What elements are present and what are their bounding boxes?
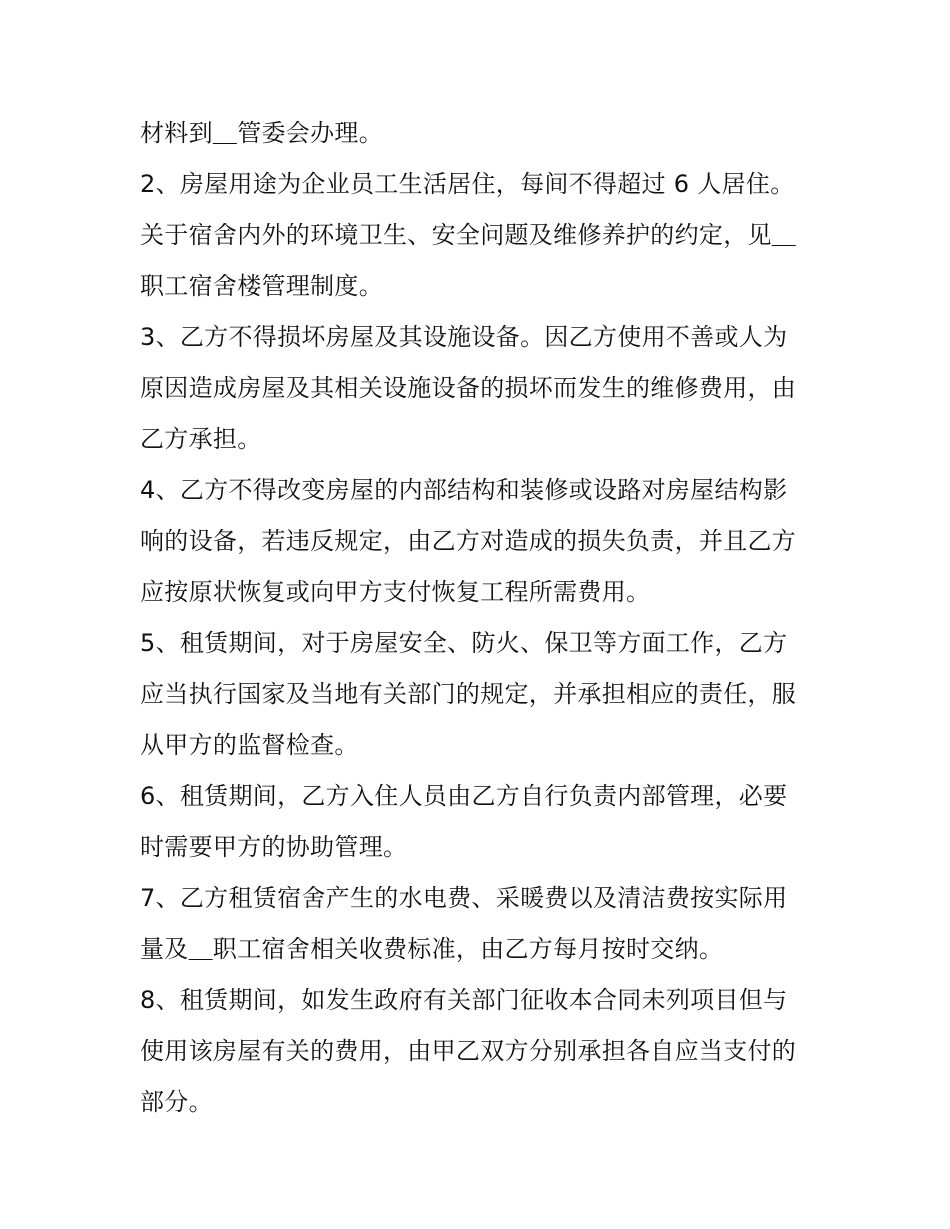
text-line: 时需要甲方的协助管理。	[140, 833, 408, 861]
text-line: 5、租赁期间，对于房屋安全、防火、保卫等方面工作，乙方	[140, 629, 788, 657]
text-line: 量及＿职工宿舍相关收费标准，由乙方每月按时交纳。	[140, 935, 724, 963]
text-line: 3、乙方不得损坏房屋及其设施设备。因乙方使用不善或人为	[140, 323, 788, 351]
text-line: 7、乙方租赁宿舍产生的水电费、采暖费以及清洁费按实际用	[140, 884, 788, 912]
text-line: 响的设备，若违反规定，由乙方对造成的损失负责，并且乙方	[140, 527, 797, 555]
text-line: 部分。	[140, 1088, 213, 1116]
text-line: 从甲方的监督检查。	[140, 731, 359, 759]
text-line: 2、房屋用途为企业员工生活居住，每间不得超过 6 人居住。	[140, 170, 795, 198]
document-body	[140, 108, 820, 1128]
text-line: 6、租赁期间，乙方入住人员由乙方自行负责内部管理，必要	[140, 782, 788, 810]
text-line: 材料到＿管委会办理。	[140, 119, 383, 147]
text-line: 职工宿舍楼管理制度。	[140, 272, 383, 300]
text-line: 8、租赁期间，如发生政府有关部门征收本合同未列项目但与	[140, 986, 788, 1014]
text-line: 原因造成房屋及其相关设施设备的损坏而发生的维修费用，由	[140, 374, 797, 402]
text-line: 乙方承担。	[140, 425, 262, 453]
text-line: 应当执行国家及当地有关部门的规定，并承担相应的责任，服	[140, 680, 797, 708]
text-line: 4、乙方不得改变房屋的内部结构和装修或设路对房屋结构影	[140, 476, 788, 504]
text-line: 应按原状恢复或向甲方支付恢复工程所需费用。	[140, 578, 651, 606]
text-line: 使用该房屋有关的费用，由甲乙双方分别承担各自应当支付的	[140, 1037, 797, 1065]
text-line: 关于宿舍内外的环境卫生、安全问题及维修养护的约定，见＿	[140, 221, 797, 249]
